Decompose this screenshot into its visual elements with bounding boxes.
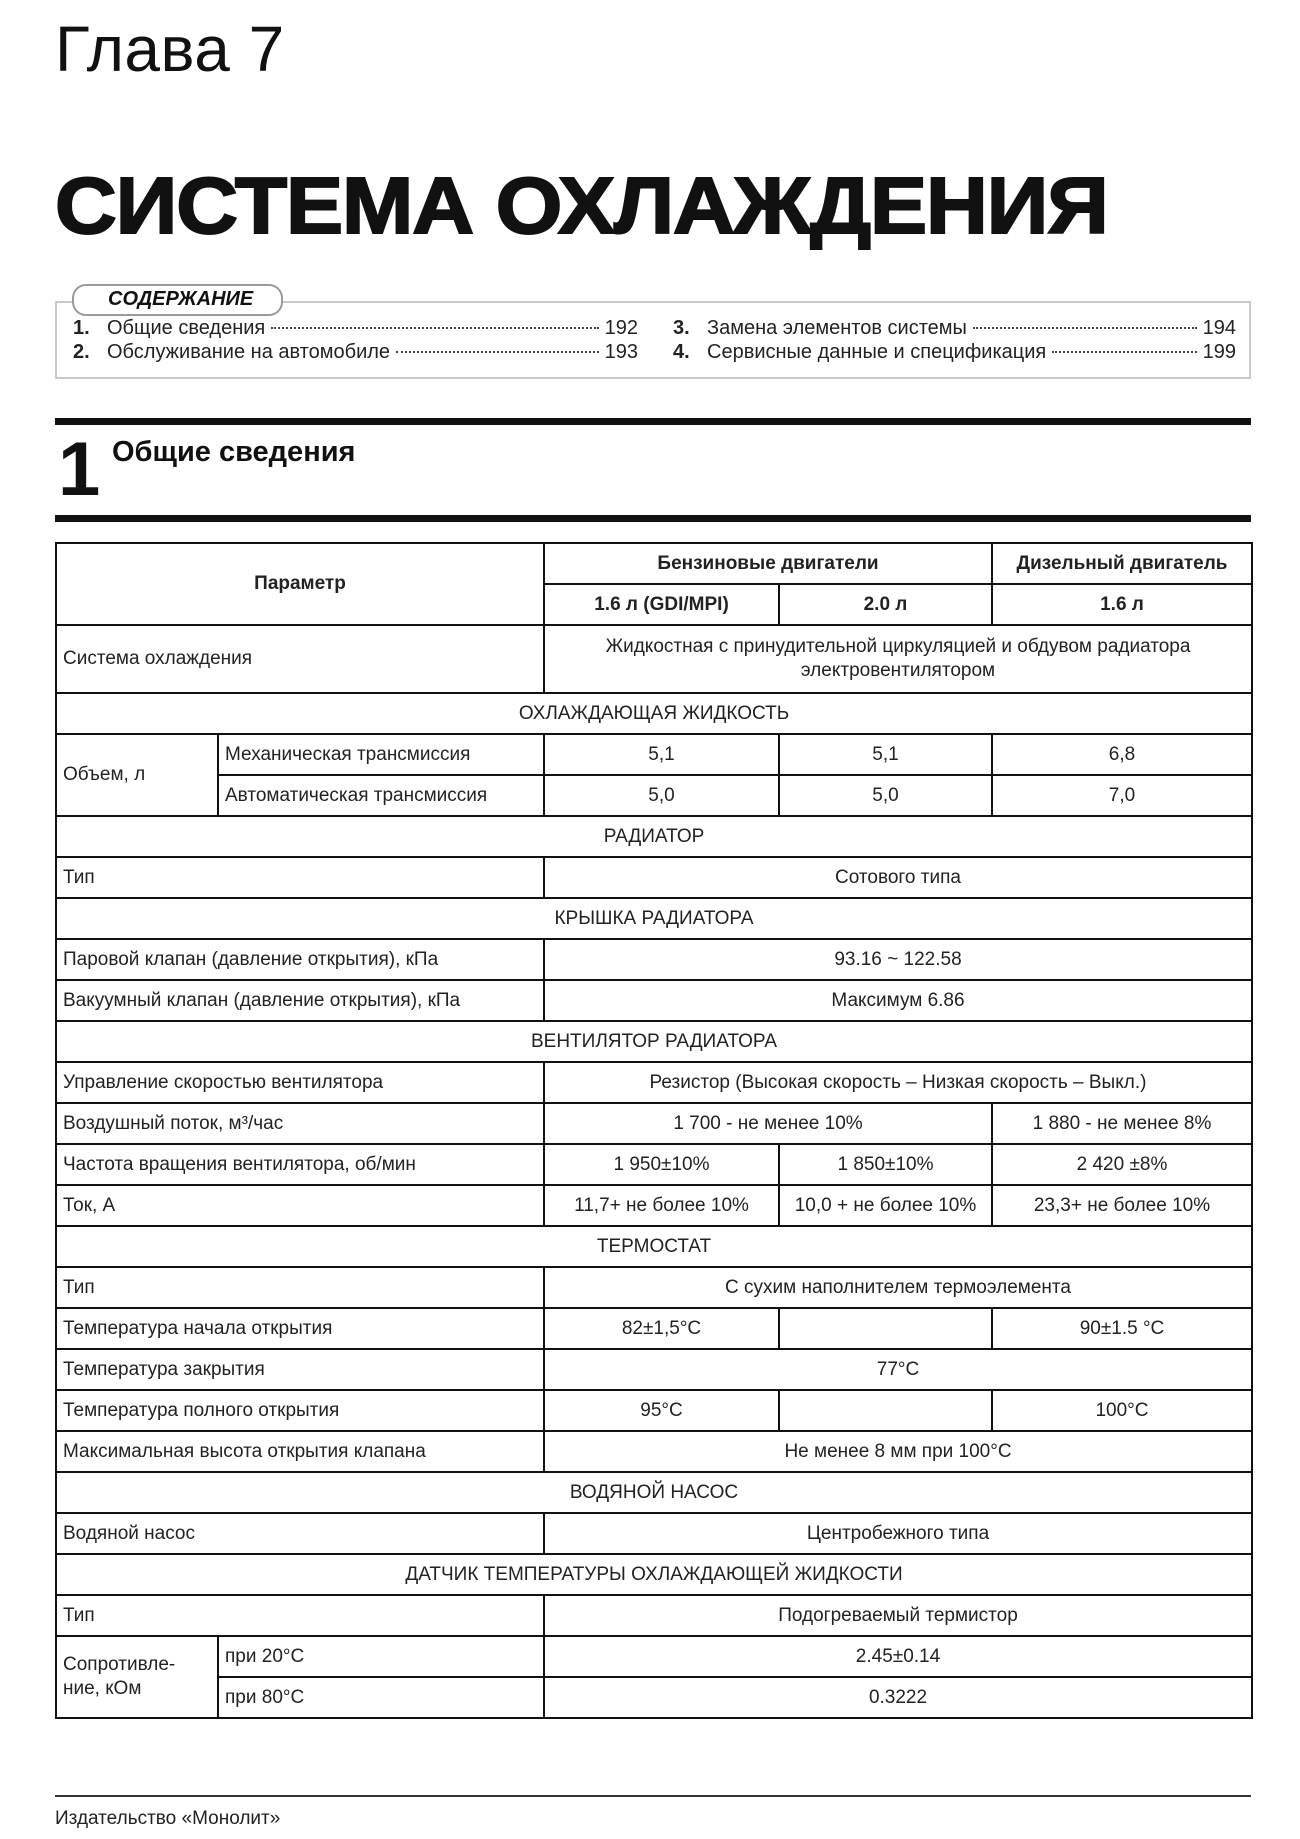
row-sublabel: Автоматическая трансмиссия	[218, 775, 544, 816]
row-sublabel: при 80°С	[218, 1677, 544, 1718]
row-label: Паровой клапан (давление открытия), кПа	[56, 939, 544, 980]
cell-value: 2.45±0.14	[544, 1636, 1252, 1677]
petrol-header: Бензиновые двигатели	[544, 543, 992, 584]
toc-item-number: 2.	[73, 341, 90, 363]
toc-item[interactable]	[673, 316, 1236, 340]
cell-empty	[779, 1390, 992, 1431]
toc-item-number: 3.	[673, 317, 690, 339]
param-header: Параметр	[56, 543, 544, 625]
section-header: ОХЛАЖДАЮЩАЯ ЖИДКОСТЬ	[56, 693, 1252, 734]
row-label: Вакуумный клапан (давление открытия), кПа	[56, 980, 544, 1021]
row-value: Жидкостная с принудительной циркуляцией и обдувом радиатора электровентилятором	[544, 625, 1252, 693]
row-label: Тип	[56, 1595, 544, 1636]
toc-item-page: 199	[1202, 341, 1236, 363]
cell-value: 5,0	[779, 775, 992, 816]
cell-value: 2 420 ±8%	[992, 1144, 1252, 1185]
cell-empty	[779, 1308, 992, 1349]
section-header: ВОДЯНОЙ НАСОС	[56, 1472, 1252, 1513]
engine-2-header: 2.0 л	[779, 584, 992, 625]
row-value: 77°С	[544, 1349, 1252, 1390]
cell-value: 1 880 - не менее 8%	[992, 1103, 1252, 1144]
toc-item-page: 194	[1202, 317, 1236, 339]
toc-item[interactable]	[73, 316, 638, 340]
cell-value: 7,0	[992, 775, 1252, 816]
row-label: Температура полного открытия	[56, 1390, 544, 1431]
publisher-footer: Издательство «Монолит»	[55, 1808, 281, 1829]
toc-item-text: Замена элементов системы	[707, 317, 967, 339]
toc-item-page: 192	[604, 317, 638, 339]
cell-value: 0.3222	[544, 1677, 1252, 1718]
row-label: Объем, л	[56, 734, 218, 816]
row-label: Сопротивле-ние, кОм	[56, 1636, 218, 1718]
toc-item-text: Общие сведения	[107, 317, 266, 339]
toc-item-text: Сервисные данные и спецификация	[707, 341, 1047, 363]
row-label: Максимальная высота открытия клапана	[56, 1431, 544, 1472]
cell-value: 11,7+ не более 10%	[544, 1185, 779, 1226]
toc-leader	[271, 327, 598, 329]
cell-value: 5,1	[779, 734, 992, 775]
cell-value: 6,8	[992, 734, 1252, 775]
row-value: Не менее 8 мм при 100°С	[544, 1431, 1252, 1472]
row-label: Управление скоростью вентилятора	[56, 1062, 544, 1103]
row-label: Температура закрытия	[56, 1349, 544, 1390]
cell-value: 5,0	[544, 775, 779, 816]
cell-value: 90±1.5 °С	[992, 1308, 1252, 1349]
chapter-label: Глава 7	[55, 13, 285, 85]
toc-leader	[973, 327, 1197, 329]
section-number: 1	[58, 427, 101, 512]
engine-3-header: 1.6 л	[992, 584, 1252, 625]
toc-item[interactable]	[73, 340, 638, 364]
page-title: СИСТЕМА ОХЛАЖДЕНИЯ	[55, 161, 1108, 250]
toc-label: СОДЕРЖАНИЕ	[72, 284, 283, 316]
toc-leader	[1052, 351, 1196, 353]
row-label: Ток, А	[56, 1185, 544, 1226]
toc-item-page: 193	[604, 341, 638, 363]
row-label: Тип	[56, 857, 544, 898]
section-header: РАДИАТОР	[56, 816, 1252, 857]
row-value: Максимум 6.86	[544, 980, 1252, 1021]
row-label: Частота вращения вентилятора, об/мин	[56, 1144, 544, 1185]
row-label: Температура начала открытия	[56, 1308, 544, 1349]
section-header: ДАТЧИК ТЕМПЕРАТУРЫ ОХЛАЖДАЮЩЕЙ ЖИДКОСТИ	[56, 1554, 1252, 1595]
toc-item-number: 4.	[673, 341, 690, 363]
toc-item-number: 1.	[73, 317, 90, 339]
section-header: ТЕРМОСТАТ	[56, 1226, 1252, 1267]
toc-leader	[396, 351, 599, 353]
section-header: КРЫШКА РАДИАТОРА	[56, 898, 1252, 939]
row-value: С сухим наполнителем термоэлемента	[544, 1267, 1252, 1308]
row-label: Тип	[56, 1267, 544, 1308]
cell-value: 95°С	[544, 1390, 779, 1431]
row-label: Водяной насос	[56, 1513, 544, 1554]
diesel-header: Дизельный двигатель	[992, 543, 1252, 584]
cell-value: 5,1	[544, 734, 779, 775]
row-label: Система охлаждения	[56, 625, 544, 693]
row-sublabel: Механическая трансмиссия	[218, 734, 544, 775]
row-value: 93.16 ~ 122.58	[544, 939, 1252, 980]
section-bottom-rule	[55, 515, 1251, 522]
section-header: ВЕНТИЛЯТОР РАДИАТОРА	[56, 1021, 1252, 1062]
cell-value: 100°С	[992, 1390, 1252, 1431]
row-value: Сотового типа	[544, 857, 1252, 898]
row-value: Подогреваемый термистор	[544, 1595, 1252, 1636]
toc-item-text: Обслуживание на автомобиле	[107, 341, 391, 363]
cell-value: 1 950±10%	[544, 1144, 779, 1185]
cell-value: 10,0 + не более 10%	[779, 1185, 992, 1226]
section-title: Общие сведения	[112, 436, 356, 468]
spec-table	[55, 542, 1253, 1719]
cell-value: 1 850±10%	[779, 1144, 992, 1185]
engine-1-header: 1.6 л (GDI/MPI)	[544, 584, 779, 625]
row-sublabel: при 20°С	[218, 1636, 544, 1677]
row-value: Центробежного типа	[544, 1513, 1252, 1554]
row-label: Воздушный поток, м³/час	[56, 1103, 544, 1144]
toc-item[interactable]	[673, 340, 1236, 364]
cell-value: 1 700 - не менее 10%	[544, 1103, 992, 1144]
section-top-rule	[55, 418, 1251, 425]
row-value: Резистор (Высокая скорость – Низкая скорость – Выкл.)	[544, 1062, 1252, 1103]
cell-value: 23,3+ не более 10%	[992, 1185, 1252, 1226]
footer-rule	[55, 1795, 1251, 1797]
cell-value: 82±1,5°С	[544, 1308, 779, 1349]
